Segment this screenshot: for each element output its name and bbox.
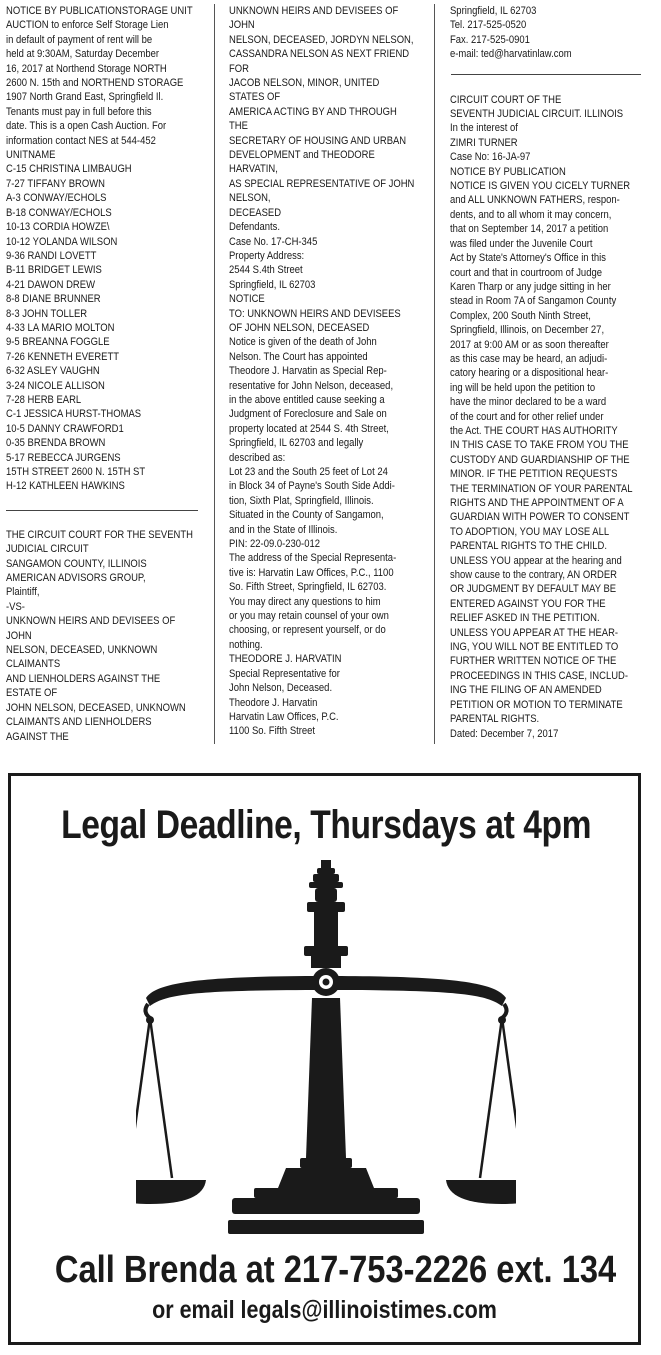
- notice-line: or you may retain counsel of your own: [229, 610, 389, 623]
- notice-line: PIN: 22-09.0-230-012: [229, 538, 320, 551]
- notice-line: and ALL UNKNOWN FATHERS, respon-: [450, 194, 620, 207]
- notice-line: Dated: December 7, 2017: [450, 727, 559, 740]
- notice-line: IN THIS CASE TO TAKE FROM YOU THE: [450, 439, 629, 452]
- notice-line: 1907 North Grand East, Springfield Il.: [6, 91, 164, 104]
- notice-line: CLAIMANTS: [6, 658, 61, 671]
- notice-line: Case No. 17-CH-345: [229, 235, 318, 248]
- notice-line: CASSANDRA NELSON AS NEXT FRIEND: [229, 48, 410, 61]
- notice-line: -VS-: [6, 600, 25, 613]
- notice-line: PROCEEDINGS IN THIS CASE, INCLUD-: [450, 669, 629, 682]
- notice-line: SEVENTH JUDICIAL CIRCUIT. ILLINOIS: [450, 108, 624, 121]
- notice-line: TO: UNKNOWN HEIRS AND DEVISEES: [229, 307, 401, 320]
- notice-line: So. Fifth Street, Springfield, IL 62703.: [229, 581, 387, 594]
- notice-line: was filed under the Juvenile Court: [450, 237, 593, 250]
- notice-line: ENTERED AGAINST YOU FOR THE: [450, 597, 606, 610]
- notice-line: Notice is given of the death of John: [229, 336, 377, 349]
- notice-line: 7-26 KENNETH EVERETT: [6, 350, 120, 363]
- notice-line: Springfield, Illinois, on December 27,: [450, 324, 605, 337]
- notice-line: CUSTODY AND GUARDIANSHIP OF THE: [450, 453, 630, 466]
- notice-line: as this case may be heard, an adjudi-: [450, 352, 608, 365]
- notice-line: 1100 So. Fifth Street: [229, 725, 316, 738]
- notice-line: ESTATE OF: [6, 687, 58, 700]
- juvenile-court-notice: [450, 93, 639, 741]
- notice-line: have the minor declared to be a ward: [450, 396, 607, 409]
- notice-line: ing will be held upon the petition to: [450, 381, 596, 394]
- notice-line: Nelson. The Court has appointed: [229, 350, 368, 363]
- notice-line: HARVATIN,: [229, 163, 278, 176]
- notice-line: AGAINST THE: [6, 730, 69, 743]
- storage-auction-notice: [6, 4, 202, 494]
- notice-line: show cause to the contrary, AN ORDER: [450, 569, 618, 582]
- attorney-contact: [450, 4, 639, 62]
- notice-line: Complex, 200 South Ninth Street,: [450, 309, 591, 322]
- notice-line: STATES OF: [229, 91, 281, 104]
- notice-line: The address of the Special Representa-: [229, 552, 397, 565]
- notice-line: Lot 23 and the South 25 feet of Lot 24: [229, 466, 388, 478]
- notice-line: 2017 at 9:00 AM or as soon thereafter: [450, 338, 609, 351]
- scales-of-justice-icon: [136, 858, 516, 1238]
- notice-line: tion, Sixth Plat, Springfield, Illinois.: [229, 494, 374, 507]
- notice-line: date. This is a open Cash Auction. For: [6, 120, 167, 133]
- notice-line: 16, 2017 at Northend Storage NORTH: [6, 62, 167, 75]
- notice-line: Situated in the County of Sangamon,: [229, 509, 384, 522]
- notice-line: Theodore J. Harvatin as Special Rep-: [229, 365, 387, 378]
- notice-line: A-3 CONWAY/ECHOLS: [6, 192, 107, 205]
- notice-line: tive is: Harvatin Law Offices, P.C., 1100: [229, 566, 394, 579]
- notice-line: DEVELOPMENT and THEODORE: [229, 149, 375, 162]
- notice-line: JUDICIAL CIRCUIT: [6, 543, 89, 556]
- notice-line: in the above entitled cause seeking a: [229, 393, 385, 406]
- notice-line: property located at 2544 S. 4th Street,: [229, 422, 389, 435]
- ad-phone-line: Call Brenda at 217-753-2226 ext. 134: [54, 1249, 617, 1291]
- notice-line: Harvatin Law Offices, P.C.: [229, 710, 339, 723]
- notice-line: OF JOHN NELSON, DECEASED: [229, 321, 370, 334]
- notice-line: in Block 34 of Payne's South Side Addi-: [229, 480, 395, 493]
- notice-line: C-15 CHRISTINA LIMBAUGH: [6, 163, 132, 176]
- notice-line: Case No: 16-JA-97: [450, 151, 531, 164]
- notice-line: AUCTION to enforce Self Storage Lien: [6, 19, 169, 32]
- notice-line: 4-33 LA MARIO MOLTON: [6, 321, 115, 334]
- notice-line: 4-21 DAWON DREW: [6, 278, 96, 291]
- notice-line: THE TERMINATION OF YOUR PARENTAL: [450, 482, 633, 495]
- notice-line: 7-28 HERB EARL: [6, 393, 82, 406]
- notice-line: Theodore J. Harvatin: [229, 696, 318, 709]
- notice-line: NELSON, DECEASED, JORDYN NELSON,: [229, 33, 414, 46]
- notice-line: in default of payment of rent will be: [6, 33, 153, 46]
- notice-line: information contact NES at 544-452: [6, 134, 156, 147]
- notice-line: Act by State's Attorney's Office in this: [450, 252, 606, 265]
- notice-line: DECEASED: [229, 206, 282, 219]
- notice-line: CIRCUIT COURT OF THE: [450, 93, 562, 106]
- foreclosure-notice: [229, 4, 425, 739]
- notice-line: court and that in courtroom of Judge: [450, 266, 602, 279]
- notice-line: PARENTAL RIGHTS TO THE CHILD.: [450, 540, 608, 553]
- notice-line: Judgment of Foreclosure and Sale on: [229, 408, 387, 421]
- notice-line: 9-36 RANDI LOVETT: [6, 249, 97, 262]
- notice-line: Tel. 217-525-0520: [450, 19, 527, 32]
- notice-line: H-12 KATHLEEN HAWKINS: [6, 480, 125, 493]
- notice-line: JOHN: [6, 629, 32, 642]
- notice-line: Tenants must pay in full before this: [6, 105, 152, 118]
- notice-line: 3-24 NICOLE ALLISON: [6, 379, 105, 392]
- notice-line: ZIMRI TURNER: [450, 136, 518, 149]
- notice-line: Fax. 217-525-0901: [450, 33, 530, 46]
- notice-line: UNKNOWN HEIRS AND DEVISEES OF: [6, 615, 176, 628]
- notice-line: PARENTAL RIGHTS.: [450, 713, 540, 726]
- notice-line: that on September 14, 2017 a petition: [450, 223, 609, 236]
- notice-line: nothing.: [229, 638, 263, 651]
- notice-line: THE CIRCUIT COURT FOR THE SEVENTH: [6, 528, 193, 541]
- column-divider: [214, 4, 215, 744]
- notice-line: of the court and for other relief under: [450, 410, 604, 423]
- notice-line: NELSON,: [229, 192, 271, 205]
- notice-line: JACOB NELSON, MINOR, UNITED: [229, 77, 380, 90]
- notice-line: Defendants.: [229, 221, 281, 234]
- notice-line: C-1 JESSICA HURST-THOMAS: [6, 408, 142, 421]
- notice-line: NOTICE IS GIVEN YOU CICELY TURNER: [450, 180, 631, 193]
- ad-email-line: or email legals@illinoistimes.com: [152, 1296, 497, 1324]
- notice-line: Plaintiff,: [6, 586, 40, 599]
- notice-line: GUARDIAN WITH POWER TO CONSENT: [450, 511, 630, 524]
- notice-line: RIGHTS AND THE APPOINTMENT OF A: [450, 497, 624, 509]
- notice-line: 8-3 JOHN TOLLER: [6, 307, 88, 320]
- notice-line: UNLESS YOU appear at the hearing and: [450, 554, 622, 567]
- notice-line: 9-5 BREANNA FOGGLE: [6, 336, 110, 349]
- notice-line: 10-5 DANNY CRAWFORD1: [6, 422, 124, 435]
- notice-line: AMERICA ACTING BY AND THROUGH: [229, 105, 397, 118]
- notice-line: Springfield, IL 62703: [450, 5, 537, 17]
- notice-line: 2600 N. 15th and NORTHEND STORAGE: [6, 77, 184, 90]
- notice-line: JOHN: [229, 19, 255, 32]
- notice-line: stead in Room 7A of Sangamon County: [450, 295, 617, 308]
- notice-line: Special Representative for: [229, 667, 340, 680]
- notice-line: B-11 BRIDGET LEWIS: [6, 264, 102, 277]
- notice-line: THE: [229, 120, 248, 133]
- notice-line: John Nelson, Deceased.: [229, 682, 333, 695]
- notice-line: 15TH STREET 2600 N. 15TH ST: [6, 466, 146, 478]
- notice-line: and in the State of Illinois.: [229, 523, 338, 536]
- notice-line: 10-12 YOLANDA WILSON: [6, 235, 118, 248]
- notice-line: You may direct any questions to him: [229, 595, 381, 608]
- notice-line: 10-13 CORDIA HOWZE\: [6, 221, 110, 234]
- notice-line: NOTICE: [229, 293, 265, 306]
- notice-line: JOHN NELSON, DECEASED, UNKNOWN: [6, 701, 186, 714]
- notice-line: Karen Tharp or any judge sitting in her: [450, 280, 611, 293]
- notice-line: THEODORE J. HARVATIN: [229, 653, 342, 666]
- notice-line: RELIEF ASKED IN THE PETITION.: [450, 612, 600, 625]
- notice-line: SECRETARY OF HOUSING AND URBAN: [229, 134, 407, 147]
- notice-line: PETITION OR MOTION TO TERMINATE: [450, 698, 623, 711]
- notice-line: catory hearing or a dispositional hear-: [450, 367, 609, 380]
- notice-line: FURTHER WRITTEN NOTICE OF THE: [450, 655, 617, 668]
- notice-line: SANGAMON COUNTY, ILLINOIS: [6, 557, 147, 570]
- notice-line: ING THE FILING OF AN AMENDED: [450, 684, 602, 697]
- notice-line: AND LIENHOLDERS AGAINST THE: [6, 672, 161, 685]
- notice-line: 5-17 REBECCA JURGENS: [6, 451, 121, 464]
- notice-line: FOR: [229, 62, 249, 75]
- notice-line: AMERICAN ADVISORS GROUP,: [6, 572, 146, 585]
- notice-line: 2544 S.4th Street: [229, 264, 303, 277]
- notice-line: CLAIMANTS AND LIENHOLDERS: [6, 716, 152, 729]
- notice-line: UNLESS YOU APPEAR AT THE HEAR-: [450, 626, 619, 639]
- column-3: [450, 4, 639, 741]
- notice-line: NOTICE BY PUBLICATION: [450, 165, 566, 178]
- column-divider: [434, 4, 435, 744]
- legal-deadline-ad: [8, 773, 641, 1345]
- notice-line: dents, and to all whom it may concern,: [450, 208, 612, 221]
- notice-line: MINOR. IF THE PETITION REQUESTS: [450, 468, 618, 481]
- notice-line: 0-35 BRENDA BROWN: [6, 437, 106, 450]
- circuit-court-notice: [6, 528, 202, 744]
- notice-line: described as:: [229, 451, 286, 464]
- notice-line: Springfield, IL 62703: [229, 278, 316, 291]
- notice-line: choosing, or represent yourself, or do: [229, 624, 386, 637]
- notice-line: TO ADOPTION, YOU MAY LOSE ALL: [450, 525, 610, 538]
- notice-line: UNITNAME: [6, 149, 56, 162]
- notice-line: 8-8 DIANE BRUNNER: [6, 293, 101, 306]
- column-2: [229, 4, 425, 739]
- notice-line: ING, YOU WILL NOT BE ENTITLED TO: [450, 641, 619, 654]
- notice-line: NELSON, DECEASED, UNKNOWN: [6, 644, 158, 657]
- notice-line: AS SPECIAL REPRESENTATIVE OF JOHN: [229, 177, 415, 190]
- notice-line: resentative for John Nelson, deceased,: [229, 379, 394, 392]
- notice-line: e-mail: ted@harvatinlaw.com: [450, 48, 572, 61]
- notice-line: 7-27 TIFFANY BROWN: [6, 177, 106, 190]
- notice-line: 6-32 ASLEY VAUGHN: [6, 365, 100, 378]
- notice-line: Property Address:: [229, 249, 305, 262]
- notice-line: Springfield, IL 62703 and legally: [229, 437, 364, 450]
- notice-line: held at 9:30AM, Saturday December: [6, 48, 160, 61]
- notice-line: the Act. THE COURT HAS AUTHORITY: [450, 424, 618, 437]
- notice-line: OR JUDGMENT BY DEFAULT MAY BE: [450, 583, 617, 596]
- notice-line: In the interest of: [450, 122, 518, 135]
- ad-headline: Legal Deadline, Thursdays at 4pm: [61, 803, 592, 847]
- notice-line: NOTICE BY PUBLICATIONSTORAGE UNIT: [6, 5, 193, 17]
- notice-line: UNKNOWN HEIRS AND DEVISEES OF: [229, 5, 399, 17]
- notice-line: B-18 CONWAY/ECHOLS: [6, 206, 112, 219]
- column-1: [6, 4, 202, 744]
